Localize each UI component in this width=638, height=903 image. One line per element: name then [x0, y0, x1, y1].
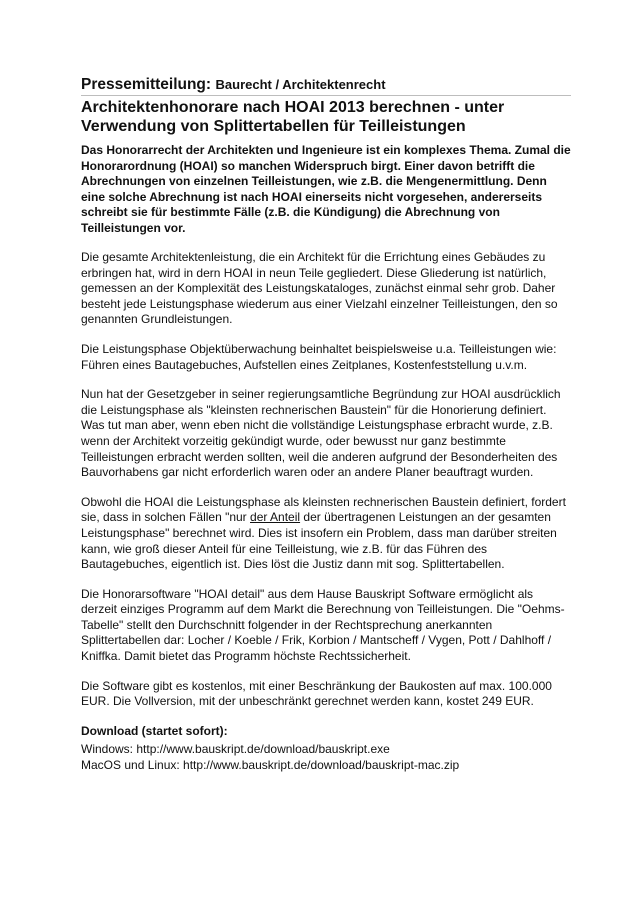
download-windows-link: Windows: http://www.bauskript.de/download/bauskript.exe [81, 742, 390, 757]
header-label: Pressemitteilung: [81, 76, 212, 93]
header-topic: Baurecht / Architektenrecht [215, 77, 386, 92]
download-heading: Download (startet sofort): [81, 723, 228, 738]
page-title: Architektenhonorare nach HOAI 2013 berechnen - unter Verwendung von Splittertabellen für Teilleistungen [81, 99, 505, 135]
download-mac-linux-link: MacOS und Linux: http://www.bauskript.de/download/bauskript-mac.zip [81, 758, 460, 773]
document-header [81, 76, 571, 96]
paragraph-gesetzgeber: Nun hat der Gesetzgeber in seiner regierungsamtliche Begründung zur HOAI ausdrücklich die Leistungsphase als "kleinsten rechnerischen Baustein" für die Honorierung definiert. Was tut man aber, wenn eben nicht die vollständige Leistungsphase erbracht wurde, z.B. wenn der Architekt vorzeitig gekündigt wurde, oder bewusst nur ganz bestimmte Teilleistungen erbracht werden sollten, weil die anderen aufgrund der Besonderheiten des Bauvorhabens gar nicht erforderlich waren oder an andere Planer beauftragt wurden. [81, 387, 561, 480]
paragraph-honorarsoftware: Die Honorarsoftware "HOAI detail" aus dem Hause Bauskript Software ermöglicht als derzeit einziges Programm auf dem Markt die Berechnung von Teilleistungen. Die "Oehms-Tabelle" stellt den Durchschnitt folgender in der Rechtsprechung anerkannten Splittertabellen dar: Locher / Koeble / Frik, Korbion / Mantscheff / Vygen, Pott / Dahlhoff / Kniffka. Damit bietet das Programm höchste Rechtssicherheit. [81, 586, 565, 664]
paragraph-anteil-before: Obwohl die HOAI die Leistungsphase als kleinsten rechnerischen Baustein definiert, fordert sie, dass in solchen Fällen "nur [81, 494, 566, 525]
paragraph-preis: Die Software gibt es kostenlos, mit einer Beschränkung der Baukosten auf max. 100.000 EUR. Die Vollversion, mit der unbeschränkt gerechnet werden kann, kostet 249 EUR. [81, 678, 552, 709]
lead-paragraph: Das Honorarrecht der Architekten und Ingenieure ist ein komplexes Thema. Zumal die Honorarordnung (HOAI) so manchen Widerspruch birgt. Einer davon betrifft die Abrechnungen von einzelnen Teilleistungen, wie z.B. die Mengenermittlung. Denn eine solche Abrechnung ist nach HOAI einerseits nicht vorgesehen, andererseits schreibt sie für bestimmte Fälle (z.B. die Kündigung) die Abrechnung von Teilleistungen vor. [81, 143, 571, 235]
download-links [81, 742, 571, 773]
paragraph-architektenleistung: Die gesamte Architektenleistung, die ein Architekt für die Errichtung eines Gebäudes zu erbringen hat, wird in dern HOAI in neun Teile gegliedert. Diese Gliederung ist natürlich, gemessen an der Komplexität des Leistungskataloges, zunächst einmal sehr grob. Daher besteht jede Leistungsphase wiederum aus einer Vielzahl einzelner Teilleistungen, den so genannten Grundleistungen. [81, 250, 558, 327]
paragraph-objektueberwachung: Die Leistungsphase Objektüberwachung beinhaltet beispielsweise u.a. Teilleistungen wie: Führen eines Bautagebuches, Aufstellen eines Zeitplanes, Kostenfeststellung u.v.m. [81, 341, 557, 372]
underlined-der-anteil: der Anteil [250, 510, 301, 525]
press-release-page [81, 76, 571, 774]
paragraph-anteil-after: der übertragenen Leistungen an der gesamten Leistungsphase" berechnet wird. Dies ist insofern ein Problem, dass man darüber streiten kann, wie groß dieser Anteil für eine Teilleistung, wie z.B. für das Führen des Bautagebuches, eigentlich ist. Dies löst die Justiz dann mit sog. Splittertabellen. [81, 510, 557, 572]
paragraph-anteil [81, 495, 571, 573]
